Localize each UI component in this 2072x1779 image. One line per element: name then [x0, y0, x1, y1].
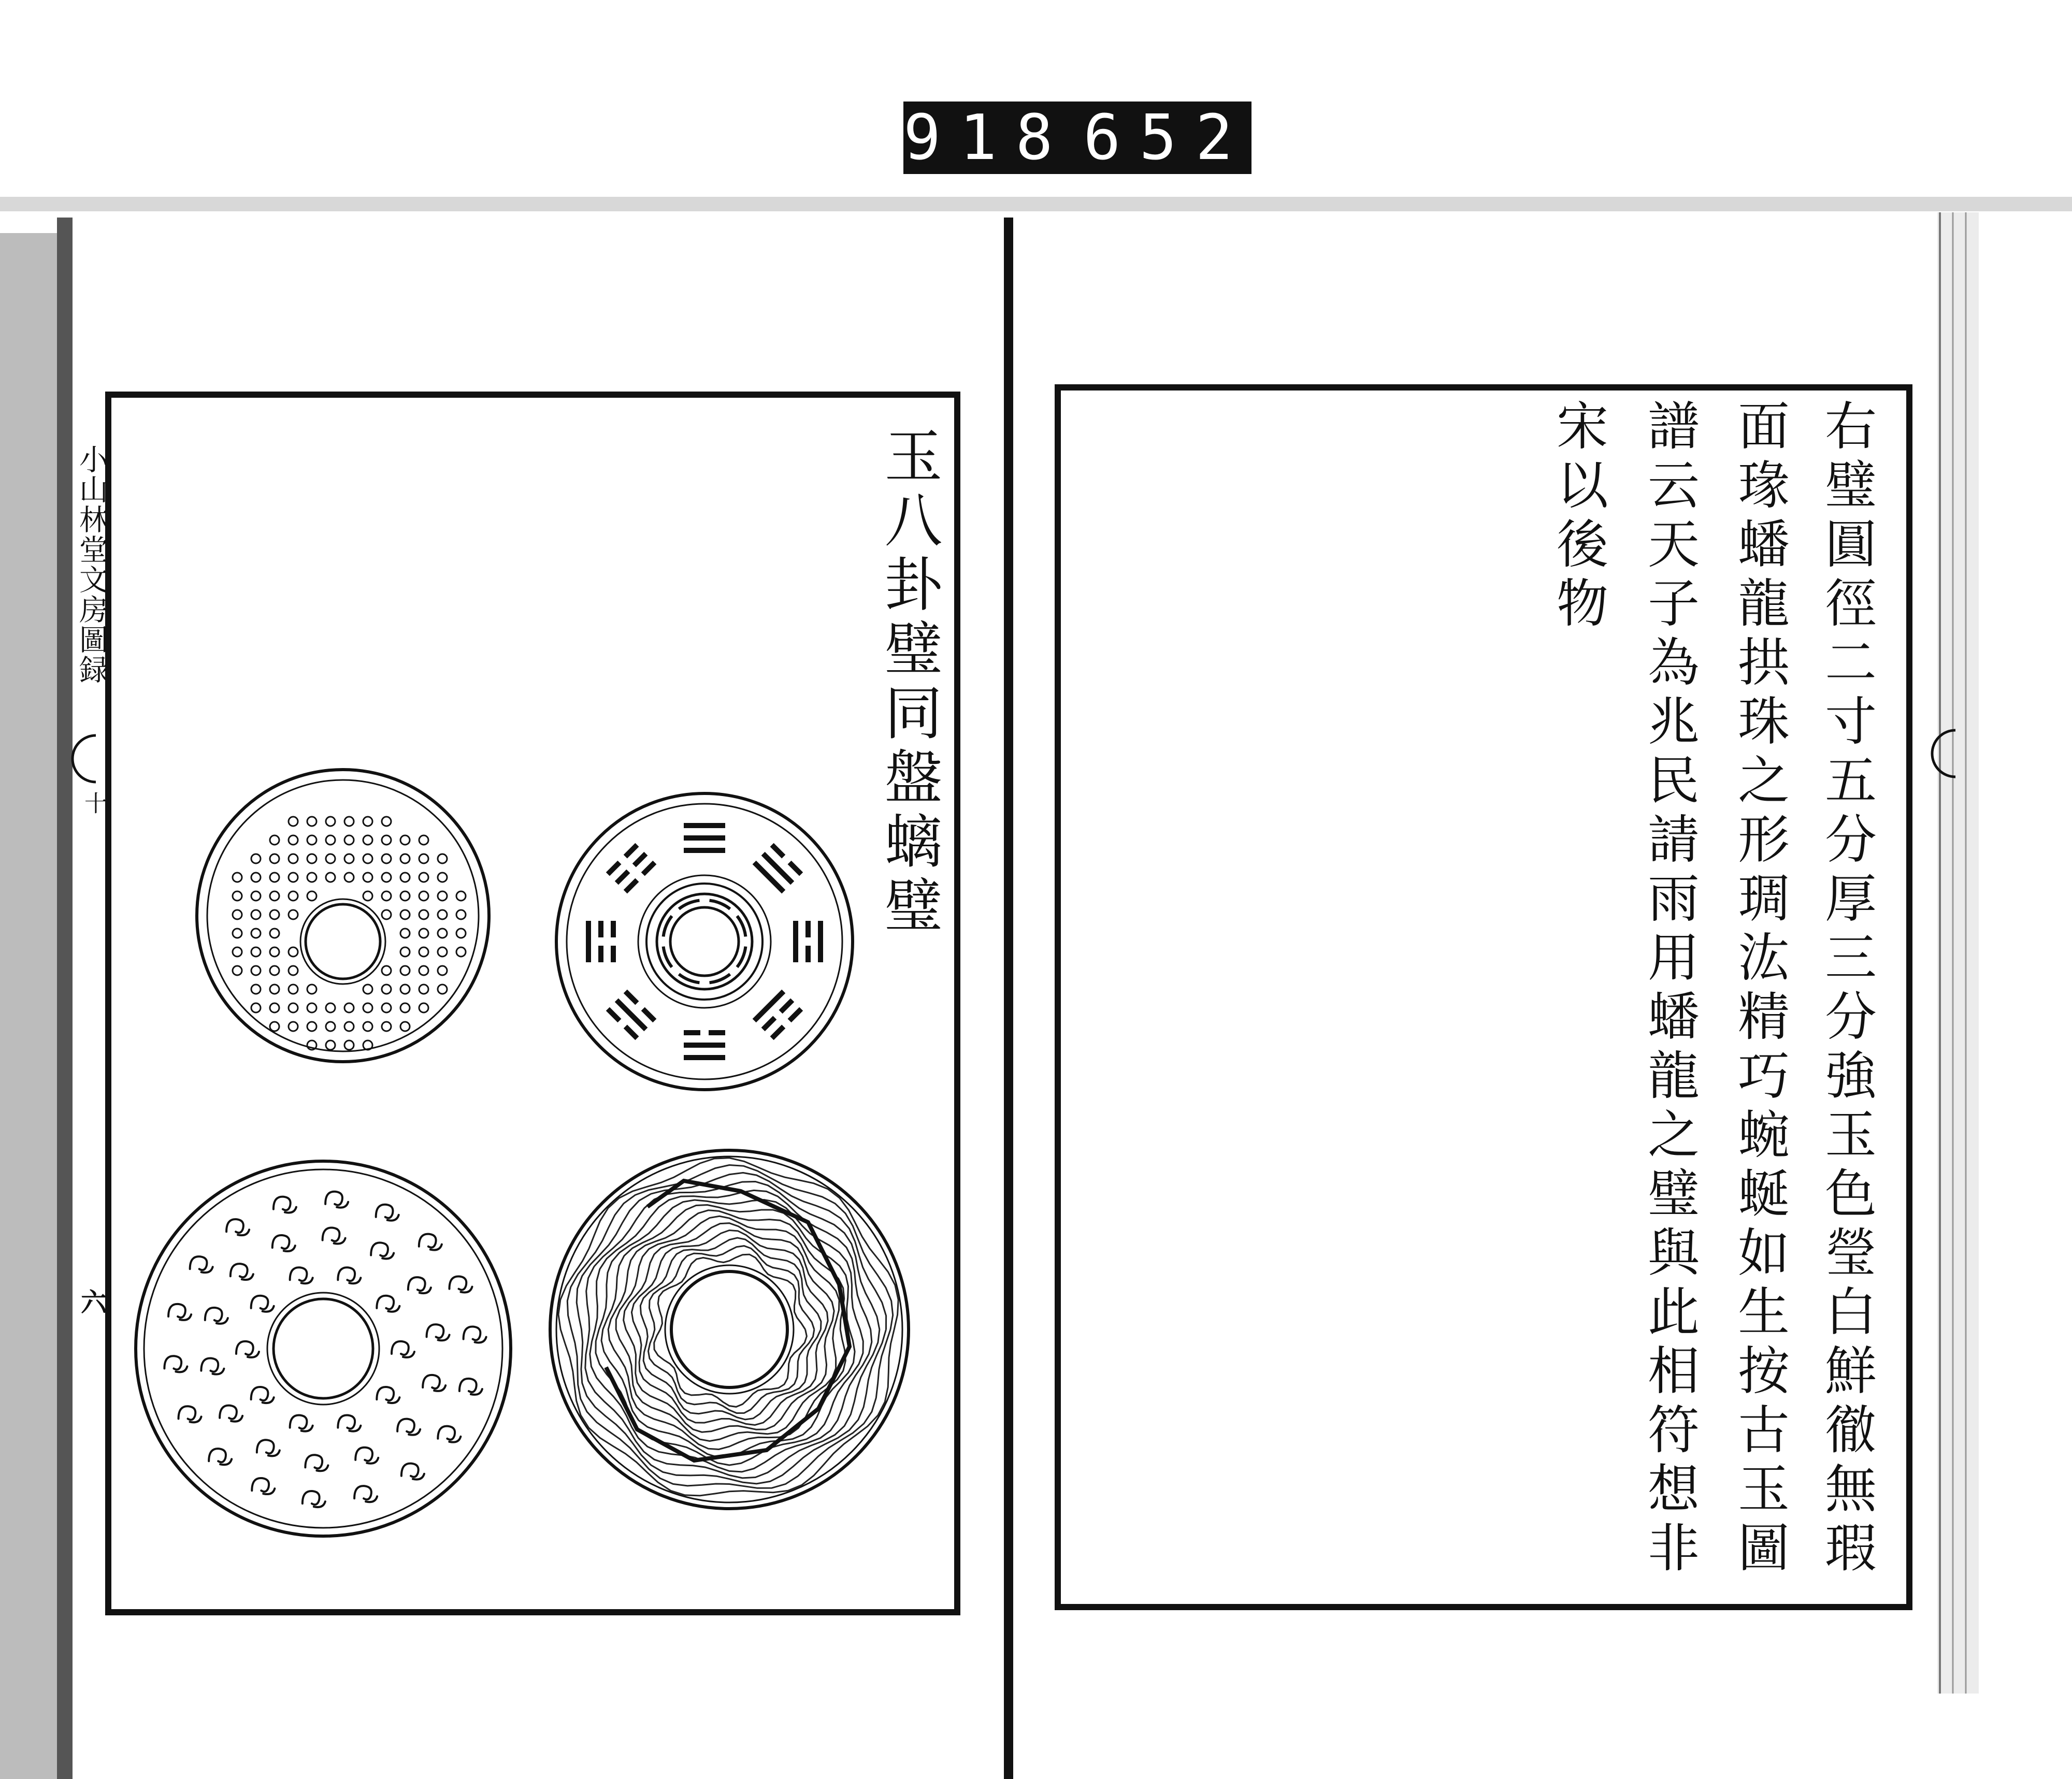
- spine-leaf-number: 十: [80, 791, 107, 814]
- spine-book-title: 小山林堂文房圖録: [75, 444, 108, 685]
- frame-number-left: 918: [903, 102, 1072, 174]
- text-column-2: 面瑑蟠龍拱珠之形琱汯精巧蜿蜒如生按古玉圖: [1729, 399, 1790, 1580]
- eight-trigrams-disc: [556, 793, 853, 1090]
- left-page-border: [108, 395, 957, 1612]
- text-column-1: 右璧圓徑二寸五分厚三分強玉色瑩白鮮徹無瑕: [1816, 399, 1877, 1580]
- dotted-grain-disc: [197, 770, 489, 1062]
- cloud-scroll-disc: [136, 1161, 511, 1536]
- spine-margin-number: 六: [77, 1289, 107, 1314]
- text-column-3: 譜云天子為兆民請雨用蟠龍之璧與此相符想非: [1639, 399, 1700, 1580]
- plate-caption: 玉八卦璧同盤螭璧: [875, 426, 942, 939]
- right-page-edges: [1937, 212, 1979, 1694]
- gutter-line: [1004, 218, 1013, 1779]
- microfilm-frame-plate: [903, 102, 1251, 174]
- scan-noise-band: [0, 197, 2072, 211]
- text-column-4: 宋以後物: [1548, 399, 1608, 635]
- left-spine-edge: [57, 218, 73, 1779]
- frame-number-right: 652: [1083, 102, 1251, 174]
- coiled-dragon-waves-disc: [550, 1150, 909, 1509]
